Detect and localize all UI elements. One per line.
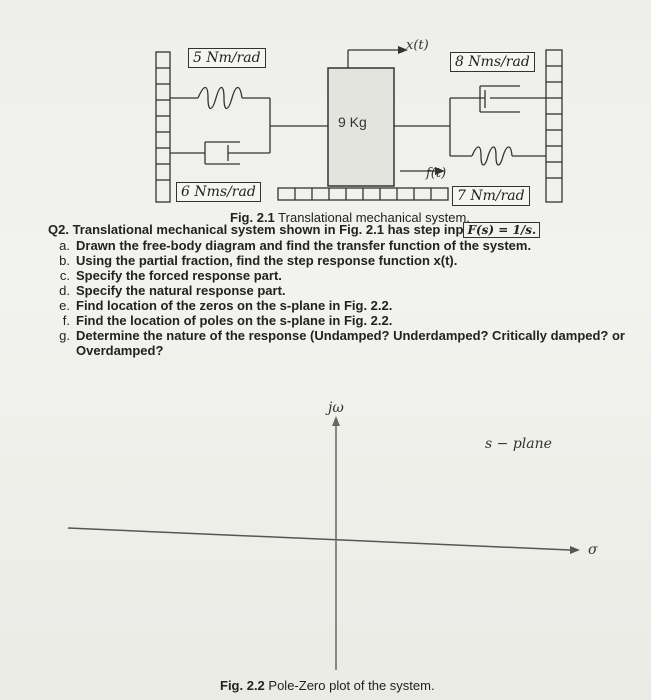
- s-plane-label: s − plane: [485, 436, 552, 452]
- question-heading: [48, 222, 648, 238]
- real-axis-label: σ: [588, 542, 598, 558]
- question-text-2: has step inp: [383, 222, 464, 237]
- fig-2-2-ref: Fig. 2.2: [220, 678, 265, 693]
- question-number: Q2.: [48, 222, 69, 237]
- real-axis: [68, 528, 570, 550]
- translational-system-figure: [150, 38, 580, 223]
- question-item: f. Find the location of poles on the s-plane in Fig. 2.2.: [62, 313, 393, 328]
- damper-left-label: 6 Nms/rad: [176, 182, 261, 202]
- imaginary-axis-arrow: [332, 416, 340, 426]
- question-item: a. Drawn the free-body diagram and find the transfer function of the system.: [59, 238, 532, 253]
- question-item: c. Specify the forced response part.: [59, 268, 282, 283]
- fig-2-1-text: Translational mechanical system.: [274, 210, 470, 225]
- question-block: [48, 222, 648, 358]
- spring-left-label: 5 Nm/rad: [188, 48, 266, 68]
- question-item: d. Specify the natural response part.: [59, 283, 286, 298]
- question-item: e. Find location of the zeros on the s-plane in Fig. 2.2.: [59, 298, 393, 313]
- imaginary-axis-label: jω: [328, 400, 344, 416]
- spring-right-label: 7 Nm/rad: [452, 186, 530, 206]
- question-text: Translational mechanical system shown in: [68, 222, 340, 237]
- question-item-continuation: Overdamped?: [76, 343, 164, 358]
- displacement-label: x(t): [406, 38, 429, 53]
- mass-label: 9 Kg: [338, 114, 367, 130]
- question-item: b. Using the partial fraction, find the step response function x(t).: [59, 253, 458, 268]
- fig-2-1-ref: Fig. 2.1: [230, 210, 275, 225]
- fig-2-2-caption: [220, 678, 435, 693]
- input-function-box: F(s) = 1/s.: [463, 222, 540, 238]
- question-item: g. Determine the nature of the response (Undamped? Underdamped? Critically damped? or: [59, 328, 625, 343]
- question-fig-ref: Fig. 2.1: [339, 222, 384, 237]
- real-axis-arrow: [570, 546, 580, 554]
- s-plane-figure: [60, 400, 620, 670]
- force-label: f(t): [426, 166, 447, 181]
- damper-right-label: 8 Nms/rad: [450, 52, 535, 72]
- fig-2-2-text: Pole-Zero plot of the system.: [264, 678, 435, 693]
